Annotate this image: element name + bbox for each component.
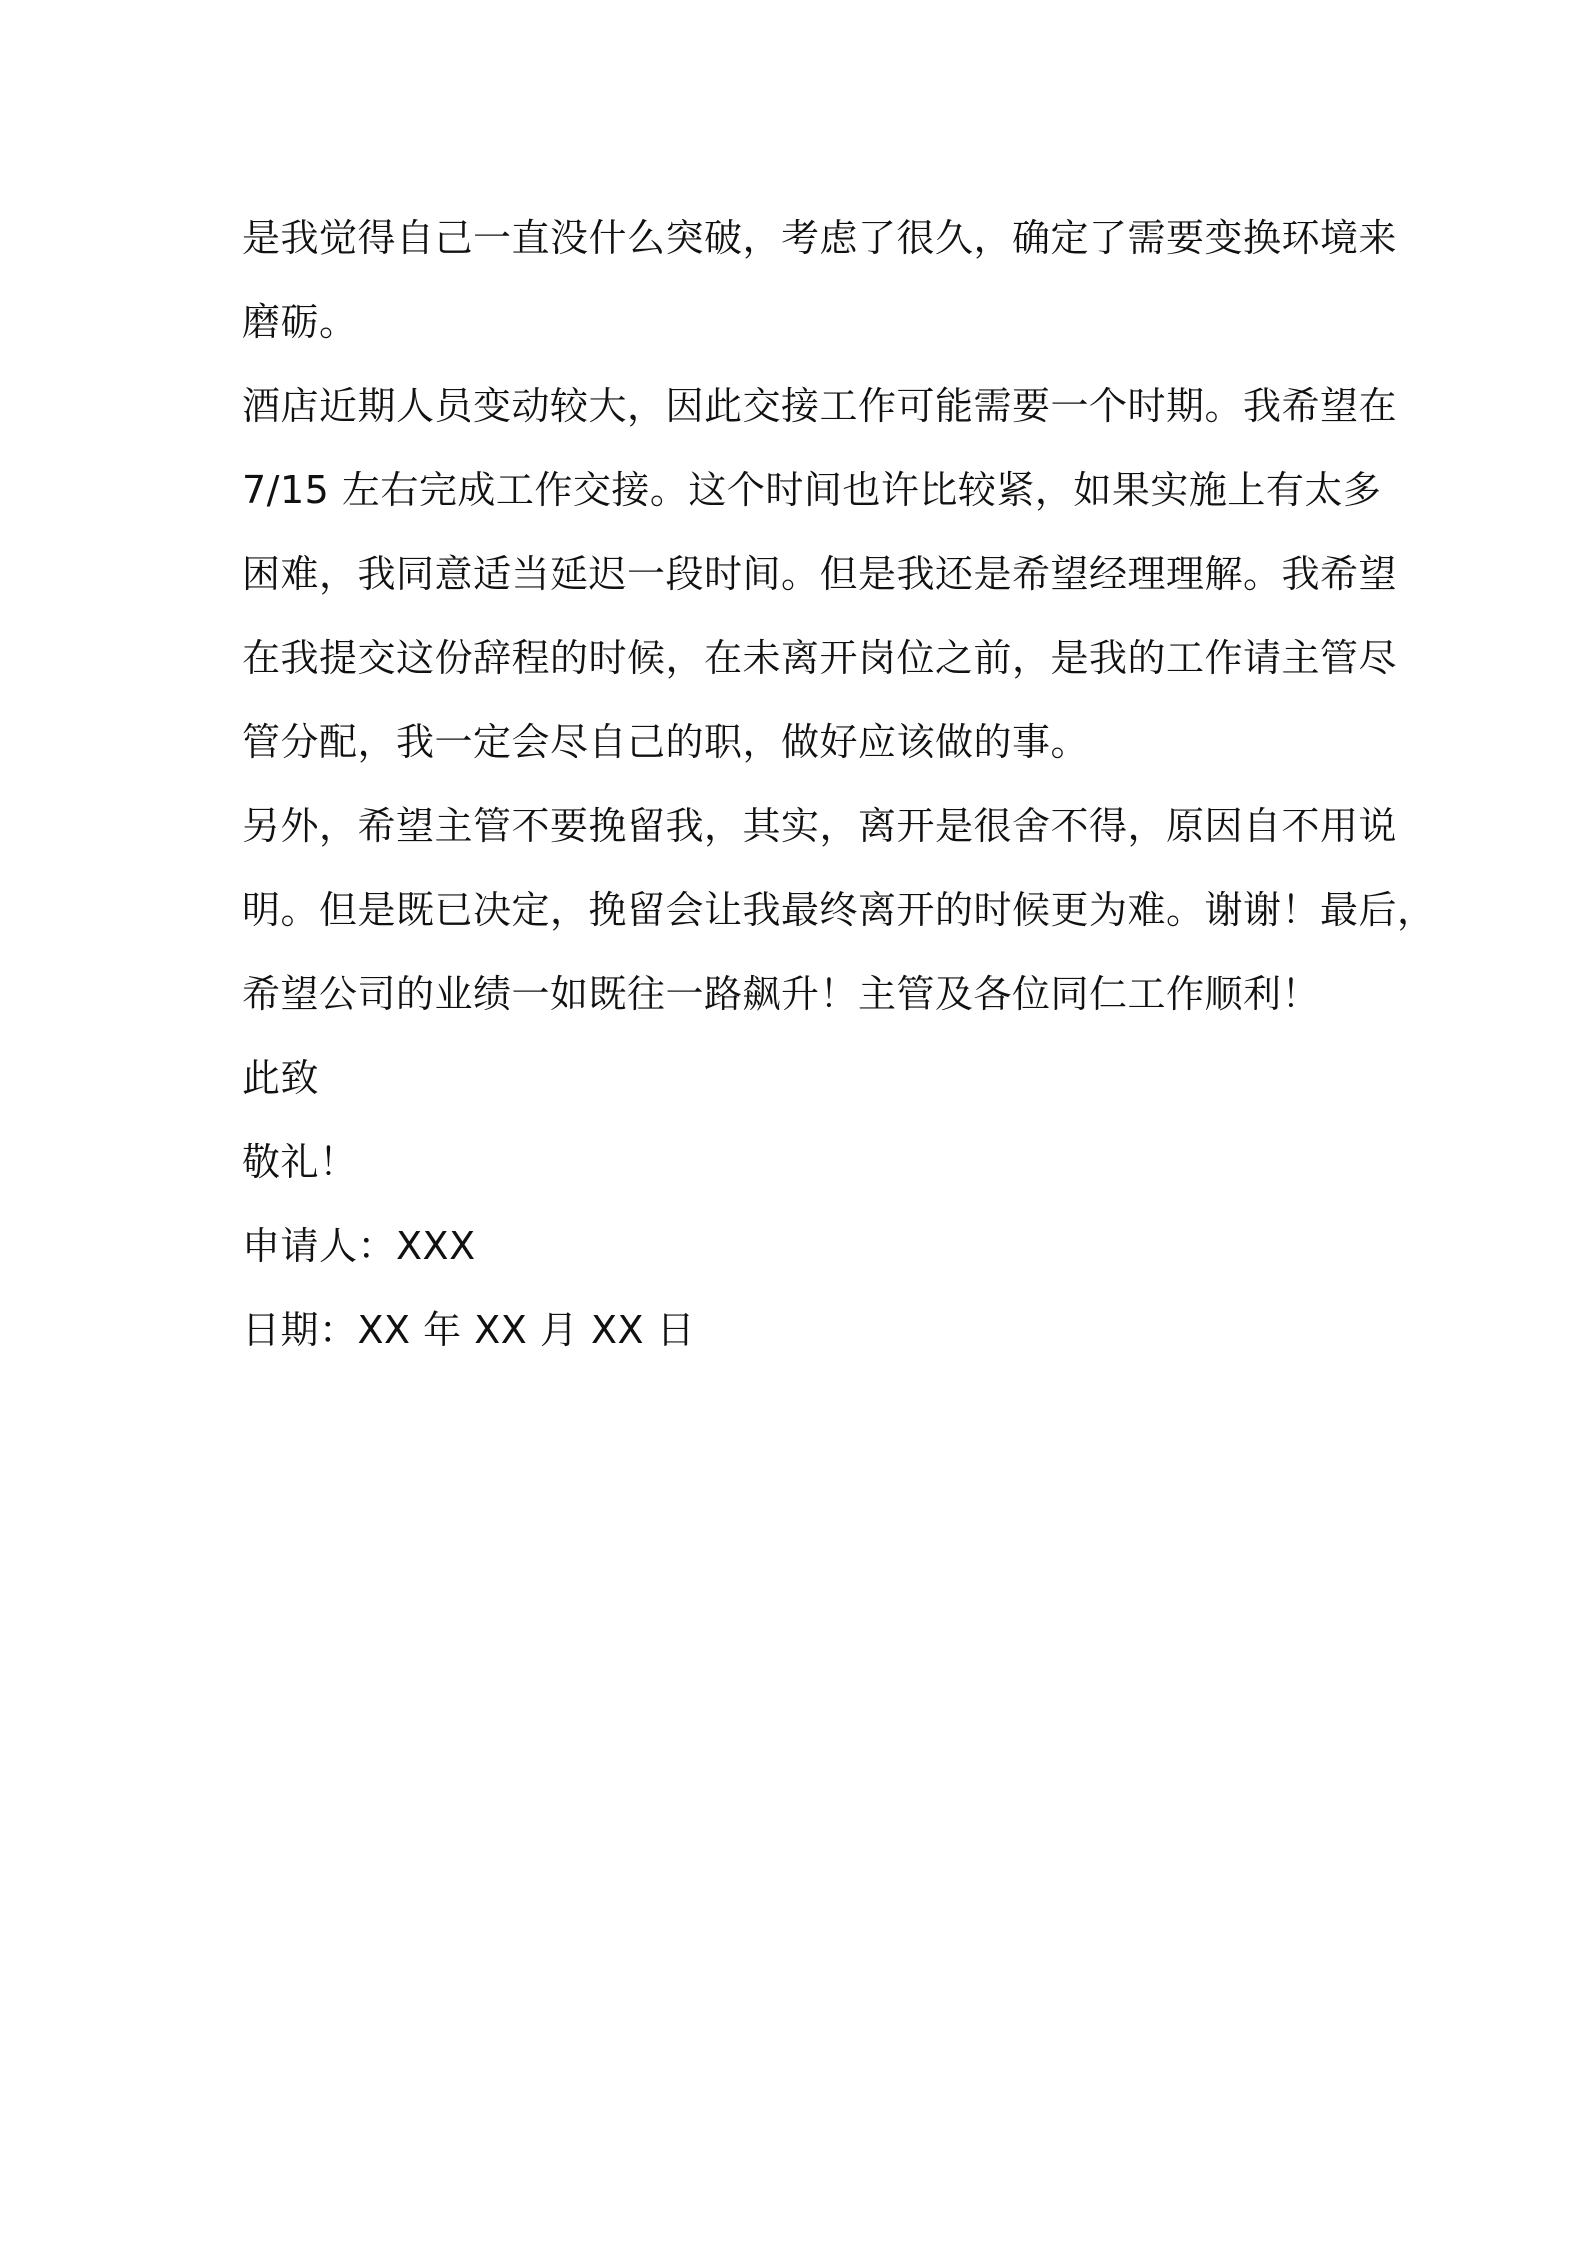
- paragraph-thanks: [242, 784, 1436, 1036]
- text-line: 在我提交这份辞程的时候，在未离开岗位之前，是我的工作请主管尽: [242, 636, 1398, 680]
- text-line: 明。但是既已决定，挽留会让我最终离开的时候更为难。谢谢！最后，: [242, 888, 1436, 932]
- text-line: 困难，我同意适当延迟一段时间。但是我还是希望经理理解。我希望: [242, 552, 1398, 596]
- closing-line: 此致: [242, 1056, 320, 1100]
- letter-body: [242, 196, 1436, 1372]
- text-line: 7/15 左右完成工作交接。这个时间也许比较紧，如果实施上有太多: [242, 468, 1382, 512]
- salutation-line: 敬礼！: [242, 1140, 358, 1184]
- text-line: 磨砺。: [242, 300, 358, 344]
- text-line: 酒店近期人员变动较大，因此交接工作可能需要一个时期。我希望在: [242, 384, 1398, 428]
- text-line: 希望公司的业绩一如既往一路飙升！主管及各位同仁工作顺利！: [242, 972, 1321, 1016]
- applicant-line: 申请人：XXX: [242, 1224, 476, 1268]
- text-line: 管分配，我一定会尽自己的职，做好应该做的事。: [242, 720, 1090, 764]
- text-line: 是我觉得自己一直没什么突破，考虑了很久，确定了需要变换环境来: [242, 216, 1398, 260]
- paragraph-reason: [242, 196, 1398, 364]
- date-line: 日期：XX 年 XX 月 XX 日: [242, 1308, 696, 1352]
- paragraph-handover: [242, 364, 1398, 784]
- text-line: 另外，希望主管不要挽留我，其实，离开是很舍不得，原因自不用说: [242, 804, 1398, 848]
